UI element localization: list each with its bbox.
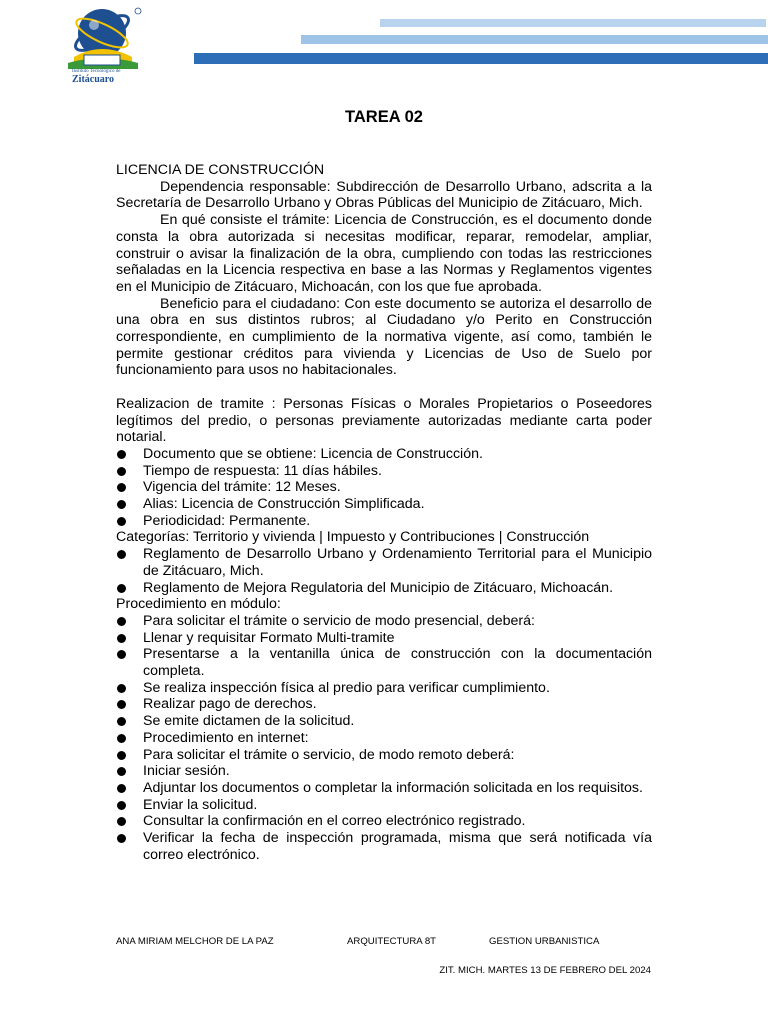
list-item: Realizar pago de derechos. [116, 696, 652, 713]
footer-subject: GESTION URBANISTICA [489, 936, 600, 947]
footer-author: ANA MIRIAM MELCHOR DE LA PAZ [116, 936, 274, 947]
procedimiento-label: Procedimiento en módulo: [116, 596, 281, 613]
paragraph-dependencia: Dependencia responsable: Subdirección de Desarrollo Urbano, adscrita a la Secretaría de Desarrollo Urbano y Obras Públicas del Municipio de Zitácuaro, Mich. [116, 178, 652, 212]
list-item: Consultar la confirmación en el correo electrónico registrado. [116, 813, 652, 830]
footer-date: ZIT. MICH. MARTES 13 DE FEBRERO DEL 2024 [439, 965, 651, 976]
header-bar-light [380, 19, 766, 27]
blank-line [116, 379, 652, 396]
reglamento-list [116, 546, 652, 596]
section-heading: LICENCIA DE CONSTRUCCIÓN [116, 162, 325, 178]
list-item: Vigencia del trámite: 12 Meses. [116, 479, 652, 496]
procedimiento-list [116, 613, 652, 864]
list-item: Se emite dictamen de la solicitud. [116, 713, 652, 730]
info-list [116, 446, 652, 530]
list-item: Para solicitar el trámite o servicio de modo presencial, deberá: [116, 613, 652, 630]
list-item: Reglamento de Desarrollo Urbano y Ordenamiento Territorial para el Municipio de Zitácuaro, Mich. [116, 546, 652, 579]
logo-text-city: Zitácuaro [72, 74, 115, 85]
paragraph-realizacion: Realizacion de tramite : Personas Físicas o Morales Propietarios o Poseedores legítimos del predio, o personas previamente autorizadas mediante carta poder notarial. [116, 395, 652, 446]
paragraph-consiste: En qué consiste el trámite: Licencia de Construcción, es el documento donde consta la obra autorizada si necesitas modificar, reparar, remodelar, ampliar, construir o avisar la finalización de la obra, cumpliendo con todas las restricciones señaladas en la Licencia respectiva en base a las Normas y Reglamentos vigentes en el Municipio de Zitácuaro, Michoacán, con los que fue aprobada. [116, 212, 652, 295]
list-item: Alias: Licencia de Construcción Simplificada. [116, 496, 652, 513]
list-item: Para solicitar el trámite o servicio, de modo remoto deberá: [116, 747, 652, 764]
list-item: Se realiza inspección física al predio para verificar cumplimiento. [116, 680, 652, 697]
categorias-line: Categorías: Territorio y vivienda | Impuesto y Contribuciones | Construcción [116, 529, 590, 546]
list-item: Adjuntar los documentos o completar la información solicitada en los requisitos. [116, 780, 652, 797]
header-bar-mid [301, 35, 768, 44]
list-item: Llenar y requisitar Formato Multi-tramite [116, 630, 652, 647]
list-item: Enviar la solicitud. [116, 797, 652, 814]
document-body [116, 162, 652, 864]
page-title: TAREA 02 [345, 108, 423, 126]
list-item: Reglamento de Mejora Regulatoria del Municipio de Zitácuaro, Michoacán. [116, 580, 652, 597]
list-item: Tiempo de respuesta: 11 días hábiles. [116, 463, 652, 480]
list-item: Iniciar sesión. [116, 763, 652, 780]
list-item: Verificar la fecha de inspección programada, misma que será notificada vía correo electrónico. [116, 830, 652, 863]
list-item: Documento que se obtiene: Licencia de Construcción. [116, 446, 652, 463]
footer-program: ARQUITECTURA 8T [347, 936, 437, 947]
list-item: Procedimiento en internet: [116, 730, 652, 747]
header-bar-dark [194, 53, 768, 64]
logo-text-institute: Instituto Tecnológico de [72, 69, 121, 74]
list-item: Presentarse a la ventanilla única de construcción con la documentación completa. [116, 646, 652, 679]
paragraph-beneficio: Beneficio para el ciudadano: Con este documento se autoriza el desarrollo de una obra en sus distintos rubros; al Ciudadano y/o Perito en Construcción correspondiente, en cumplimiento de la normativa vigente, así como, también le permite gestionar créditos para vivienda y Licencias de Uso de Suelo por funcionamiento para usos no habitacionales. [116, 295, 652, 379]
list-item: Periodicidad: Permanente. [116, 513, 652, 530]
